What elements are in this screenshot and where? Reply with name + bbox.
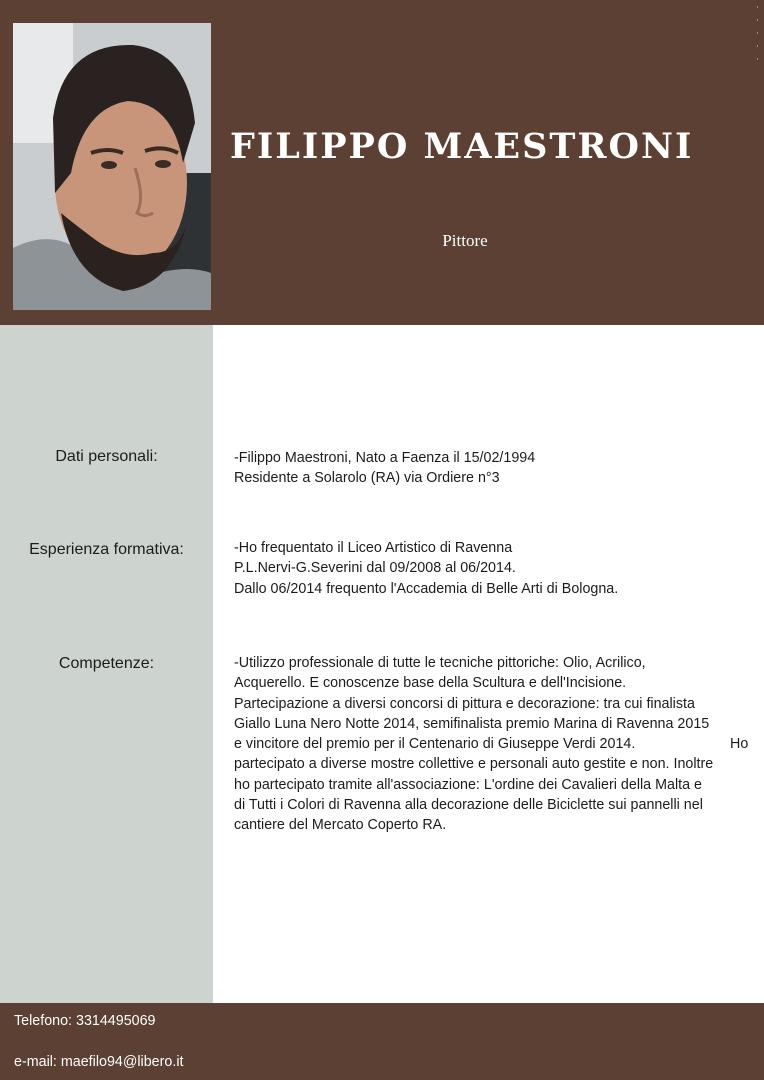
footer-band xyxy=(0,1003,764,1080)
text-line-part: Ho xyxy=(730,736,749,753)
text-line: cantiere del Mercato Coperto RA. xyxy=(234,817,447,834)
text-personal xyxy=(234,448,756,489)
text-line: -Filippo Maestroni, Nato a Faenza il 15/02/1994 xyxy=(234,450,536,466)
label-skills: Competenze: xyxy=(58,655,155,672)
text-line: P.L.Nervi-G.Severini dal 09/2008 al 06/2014. xyxy=(234,560,516,577)
candidate-role: Pittore xyxy=(442,231,488,250)
text-line: di Tutti i Colori di Ravenna alla decorazione delle Biciclette sui pannelli nel xyxy=(234,797,703,814)
candidate-name: FILIPPO MAESTRONI xyxy=(230,126,694,167)
text-line: -Utilizzo professionale di tutte le tecniche pittoriche: Olio, Acrilico, xyxy=(234,655,646,671)
text-skills xyxy=(234,653,756,836)
menu-dots-icon: · · · · · xyxy=(756,3,759,65)
text-line: Acquerello. E conoscenze base della Scultura e dell'Incisione. xyxy=(234,675,627,692)
text-line: ho partecipato tramite all'associazione: L'ordine dei Cavalieri della Malta e xyxy=(234,776,702,793)
text-line: partecipato a diverse mostre collettive e personali auto gestite e non. Inoltre xyxy=(234,756,714,773)
email-text: e-mail: maefilo94@libero.it xyxy=(14,1054,184,1070)
text-line xyxy=(234,734,756,754)
text-education xyxy=(234,538,756,599)
label-personal: Dati personali: xyxy=(55,448,158,465)
text-line: Residente a Solarolo (RA) via Ordiere n°3 xyxy=(234,470,500,487)
text-line: Dallo 06/2014 frequento l'Accademia di Belle Arti di Bologna. xyxy=(234,580,619,597)
label-education: Esperienza formativa: xyxy=(29,541,184,558)
text-line: Partecipazione a diversi concorsi di pittura e decorazione: tra cui finalista xyxy=(234,695,695,712)
phone-text: Telefono: 3314495069 xyxy=(14,1013,156,1029)
portrait-photo-icon xyxy=(13,23,211,310)
text-line: Giallo Luna Nero Notte 2014, semifinalista premio Marina di Ravenna 2015 xyxy=(234,715,710,732)
header-band xyxy=(0,0,764,325)
profile-photo xyxy=(13,23,211,310)
text-line-part: e vincitore del premio per il Centenario di Giuseppe Verdi 2014. xyxy=(234,736,636,753)
text-line: -Ho frequentato il Liceo Artistico di Ravenna xyxy=(234,540,513,556)
